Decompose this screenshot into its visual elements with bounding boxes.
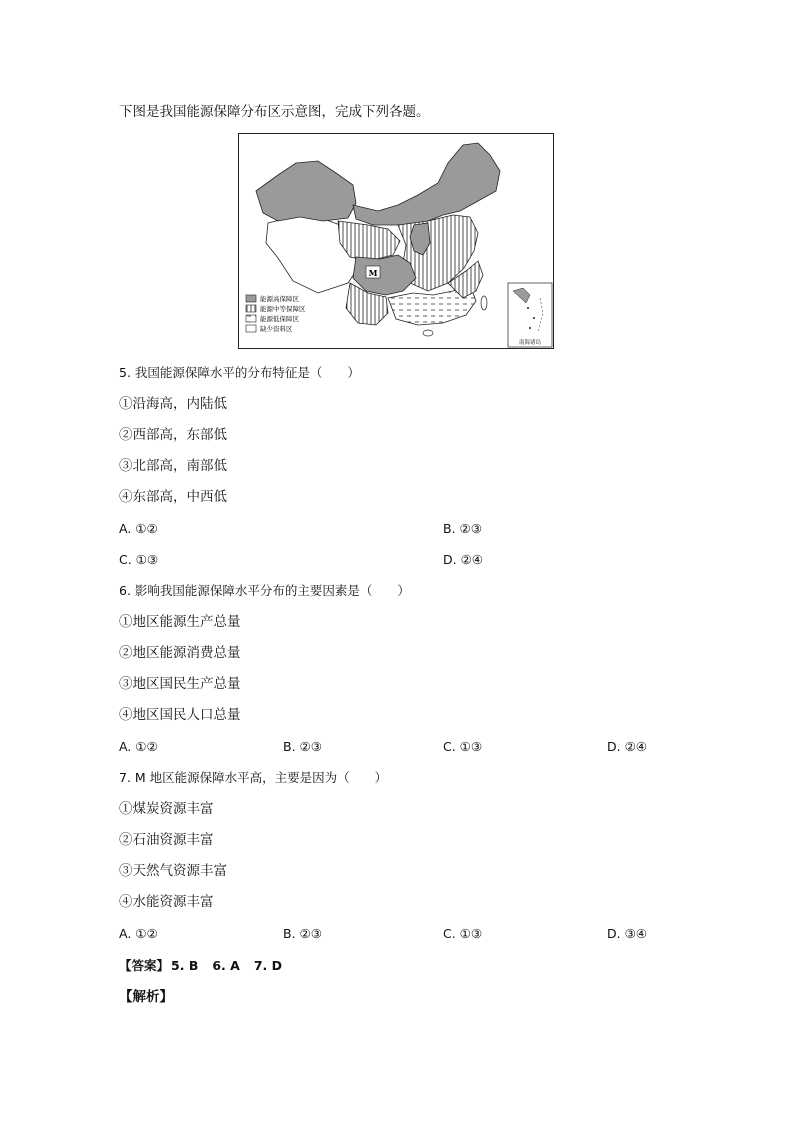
island-hainan <box>423 330 433 336</box>
q7-option-d[interactable]: D. ③④ <box>607 926 647 941</box>
q6-item-2: ②地区能源消费总量 <box>119 645 241 661</box>
legend-low: 能源低保障区 <box>260 315 299 323</box>
q6-stem: 6. 影响我国能源保障水平分布的主要因素是（ ） <box>119 583 410 598</box>
answer-6: 6. A <box>212 958 240 973</box>
q7-option-b[interactable]: B. ②③ <box>283 926 322 941</box>
q5-option-d[interactable]: D. ②④ <box>443 552 483 567</box>
q6-item-1: ①地区能源生产总量 <box>119 614 241 630</box>
q7-item-2: ②石油资源丰富 <box>119 832 214 848</box>
answer-line <box>119 957 296 975</box>
q7-item-4: ④水能资源丰富 <box>119 894 214 910</box>
q7-stem: 7. M 地区能源保障水平高，主要是因为（ ） <box>119 770 388 785</box>
intro-text: 下图是我国能源保障分布区示意图，完成下列各题。 <box>119 104 430 120</box>
q5-option-a[interactable]: A. ①② <box>119 521 158 536</box>
q7-item-1: ①煤炭资源丰富 <box>119 801 214 817</box>
legend-medium: 能源中等保障区 <box>260 305 306 313</box>
q5-option-b[interactable]: B. ②③ <box>443 521 482 536</box>
q6-option-c[interactable]: C. ①③ <box>443 739 483 754</box>
q6-option-d[interactable]: D. ②④ <box>607 739 647 754</box>
answer-label: 【答案】 <box>119 958 170 973</box>
answer-7: 7. D <box>253 958 283 973</box>
q5-option-c[interactable]: C. ①③ <box>119 552 159 567</box>
answer-5: 5. B <box>171 958 199 973</box>
q5-item-3: ③北部高，南部低 <box>119 458 227 474</box>
q6-item-4: ④地区国民人口总量 <box>119 707 241 723</box>
region-m-label: M <box>368 268 378 278</box>
q5-item-1: ①沿海高，内陆低 <box>119 396 227 412</box>
inset-label: 南海诸岛 <box>518 340 542 346</box>
legend-nodata: 缺少资料区 <box>260 325 293 333</box>
energy-map-figure <box>238 133 554 349</box>
q5-item-2: ②西部高，东部低 <box>119 427 227 443</box>
q6-item-3: ③地区国民生产总量 <box>119 676 241 692</box>
q7-option-c[interactable]: C. ①③ <box>443 926 483 941</box>
q5-stem: 5. 我国能源保障水平的分布特征是（ ） <box>119 365 360 380</box>
island-taiwan <box>481 296 487 310</box>
q7-item-3: ③天然气资源丰富 <box>119 863 227 879</box>
q5-item-4: ④东部高，中西低 <box>119 489 227 505</box>
q6-option-a[interactable]: A. ①② <box>119 739 158 754</box>
q6-option-b[interactable]: B. ②③ <box>283 739 322 754</box>
analysis-label: 【解析】 <box>119 989 173 1005</box>
china-energy-map <box>238 133 554 349</box>
q7-option-a[interactable]: A. ①② <box>119 926 158 941</box>
south-sea-inset <box>508 283 552 347</box>
legend-high: 能源高保障区 <box>260 295 299 303</box>
